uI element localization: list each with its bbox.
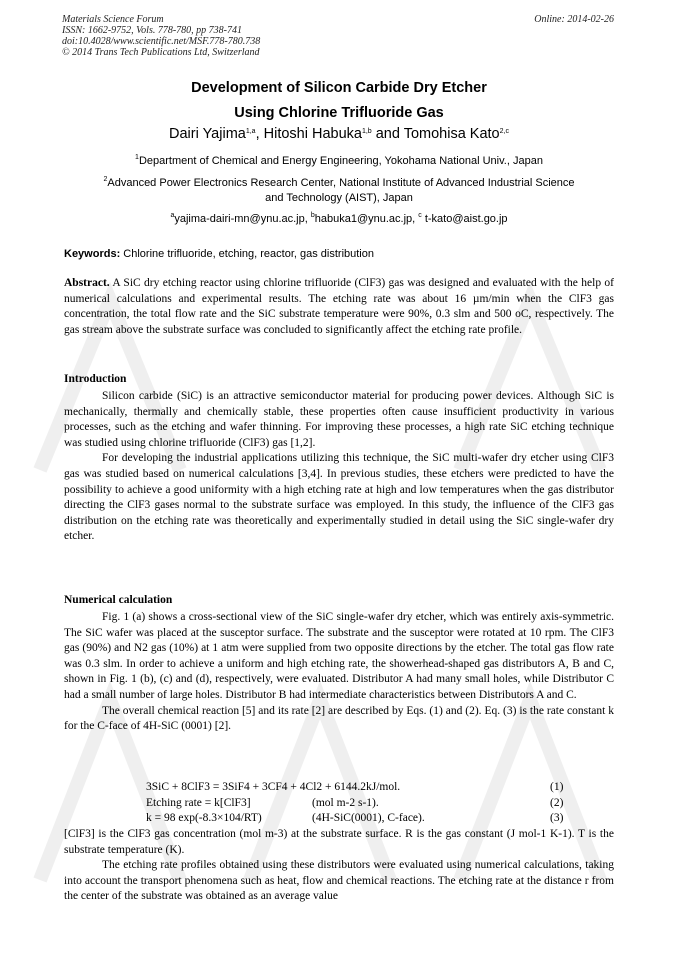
- paragraph: For developing the industrial applications utilizing this technique, the SiC multi-wafer dry etcher using ClF3 gas was studied based on numerical calculations [3,4]. In previous studies, these etchers were predicted to have the possibility to achieve a good uniformity with a high etching rate at high and low temperatures when the gas distributor directing the ClF3 gases normal to the substrate surface was employed. In this study, the influence of the ClF3 gas distribution on the etching rate was theoretically and experimentally studied in detail using the SiC single-wafer dry etcher.: [64, 452, 614, 543]
- author-separator: ,: [255, 126, 264, 142]
- equation-1: 3SiC + 8ClF3 = 3SiF4 + 3CF4 + 4Cl2 + 6144.2kJ/mol. (1): [146, 781, 564, 793]
- author-name: Tomohisa Kato: [403, 126, 500, 142]
- paper-title-line1: Development of Silicon Carbide Dry Etcher: [191, 80, 487, 96]
- copyright: © 2014 Trans Tech Publications Ltd, Switzerland: [62, 47, 260, 58]
- affiliation-1: $^1$Department of Chemical and Energy Engineering, Yokohama National Univ., Japan: [135, 154, 543, 167]
- online-date: Online: 2014-02-26: [534, 14, 614, 25]
- paragraph: Silicon carbide (SiC) is an attractive semiconductor material for producing power devices. Although SiC is mechanically, thermally and chemically stable, these properties often cause insufficient productivity in various processes, such as the etching and wafer thinning. For improving these processes, a high rate SiC etching technique was studied using chlorine trifluoride (ClF3) gas [1,2].: [64, 390, 614, 449]
- keywords-text: Chlorine trifluoride, etching, reactor, gas distribution: [120, 248, 374, 260]
- paragraph: The etching rate profiles obtained using these distributors were evaluated using numerical calculations, taking into account the transport phenomena such as heat, flow and chemical reactions. The etching rate at the distance r from the center of the substrate was obtained as an average value: [64, 859, 614, 903]
- author-affiliation-mark: 1,b: [361, 128, 372, 135]
- equation-2: Etching rate = k[ClF3] (mol m-2 s-1). (2): [146, 796, 564, 809]
- abstract-label: Abstract.: [64, 277, 110, 289]
- email-link[interactable]: t-kato@aist.go.jp: [421, 213, 508, 225]
- author-name: Hitoshi Habuka: [263, 126, 362, 142]
- paragraph: The overall chemical reaction [5] and its rate [2] are described by Eqs. (1) and (2). Eq. (3) is the rate constant k for the C-face of 4H-SiC (0001) [2].: [64, 704, 614, 733]
- issn: ISSN: 1662-9752, Vols. 778-780, pp 738-741: [62, 25, 242, 36]
- email-link[interactable]: yajima-dairi-mn@ynu.ac.jp,: [174, 213, 311, 225]
- email-link[interactable]: habuka1@ynu.ac.jp,: [314, 213, 419, 225]
- numerical-body-2: [64, 827, 614, 905]
- journal-name: Materials Science Forum: [62, 14, 164, 25]
- affiliation-2: $^2$Advanced Power Electronics Research Center, National Institute of Advanced Industrial Science and Technology (AIST), Japan: [103, 176, 575, 204]
- author-name: Dairi Yajima: [169, 126, 246, 142]
- journal-header: [62, 14, 260, 58]
- doi: doi:10.4028/www.scientific.net/MSF.778-780.738: [62, 36, 261, 47]
- author-affiliation-mark: 2,c: [499, 128, 509, 135]
- email-addresses: $^a$yajima-dairi-mn@ynu.ac.jp, $^b$habuka1@ynu.ac.jp, $^c$ t-kato@aist.go.jp: [170, 212, 508, 225]
- introduction-body: [64, 389, 614, 545]
- section-heading-introduction: Introduction: [64, 373, 127, 385]
- equations: [146, 780, 566, 827]
- numerical-body-1: [64, 610, 614, 735]
- equation-3: k = 98 exp(-8.3×104/RT) (4H-SiC(0001), C-face). (3): [146, 812, 564, 825]
- paragraph: [ClF3] is the ClF3 gas concentration (mol m-3) at the substrate surface. R is the gas constant (J mol-1 K-1). T is the substrate temperature (K).: [64, 828, 614, 856]
- section-heading-numerical: Numerical calculation: [64, 594, 173, 606]
- keywords-label: Keywords:: [64, 248, 121, 260]
- keywords: [64, 248, 374, 260]
- author-list: [0, 126, 678, 142]
- abstract-text: A SiC dry etching reactor using chlorine trifluoride (ClF3) gas was designed and evaluated with the help of numerical calculations and experimental results. The etching rate was about 16 µm/min when the ClF3 gas concentration, the total flow rate and the SiC substrate temperature were 90%, 0.3 slm and 500 oC, respectively. The gas stream above the substrate surface was concluded to significantly affect the etching rate profile.: [64, 277, 615, 336]
- abstract: [64, 276, 614, 338]
- paragraph: Fig. 1 (a) shows a cross-sectional view of the SiC single-wafer dry etcher, which was entirely axis-symmetric. The SiC wafer was placed at the susceptor surface. The substrate and the susceptor were rotated at 10 rpm. The ClF3 gas (90%) and N2 gas (10%) at 1 atm were supplied from two opposite directions by the etcher. The total gas flow rate was 0.3 slm. In order to achieve a uniform and high etching rate, the showerhead-shaped gas distributors A, B and C, shown in Fig. 1 (b), (c) and (d), respectively, were evaluated. Distributor A had many small holes, while Distributor C had a small number of large holes. Distributor B had intermediate characteristics between Distributors A and C.: [64, 611, 614, 701]
- author-affiliation-mark: 1,a: [245, 128, 256, 135]
- paper-title-line2: Using Chlorine Trifluoride Gas: [234, 105, 444, 121]
- author-separator: and: [371, 126, 404, 142]
